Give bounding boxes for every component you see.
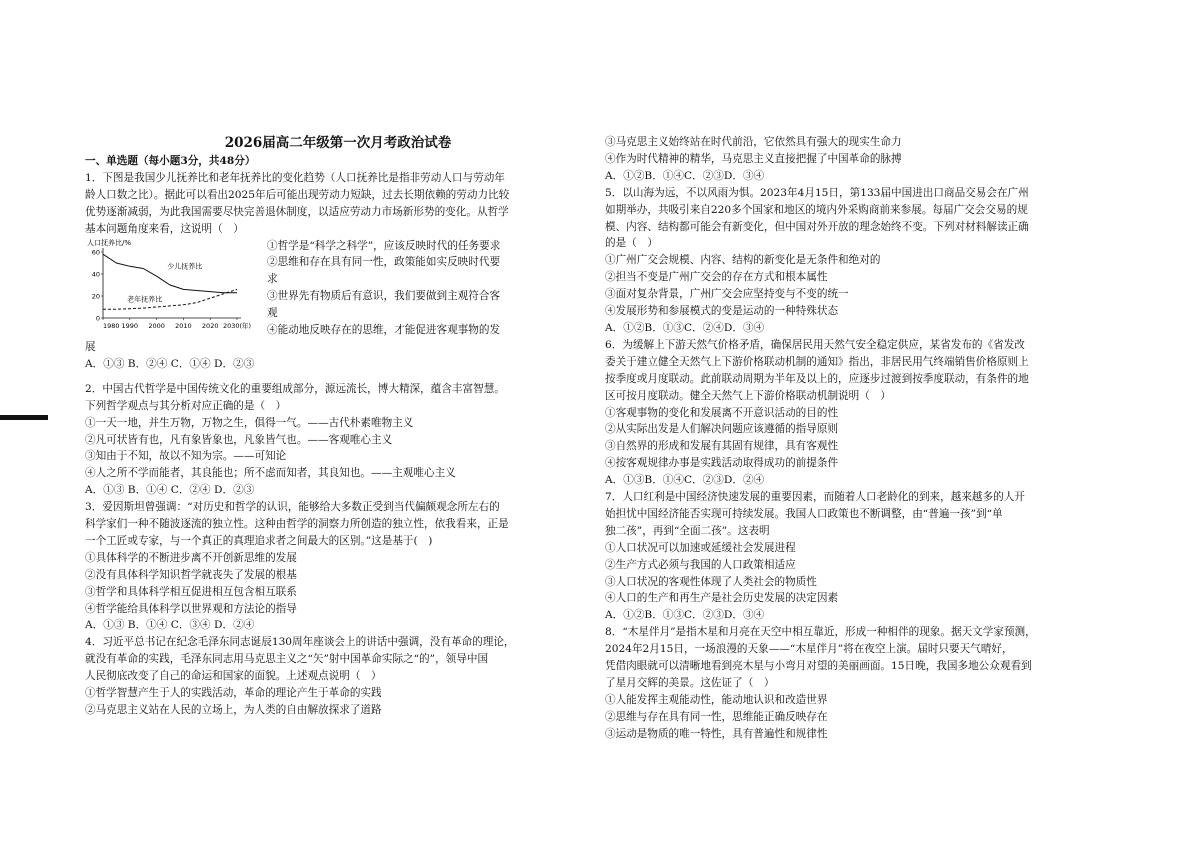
question-5: [605, 185, 1117, 337]
section-header: 一、单选题（每小题3分，共48分）: [85, 155, 256, 167]
q2-option: ③知由于不知，故以不知为宗。——可知论: [85, 450, 287, 463]
q6-option: ②从实际出发是人们解决问题应该遵循的指导原则: [605, 423, 839, 436]
q5-stem-line: 如期举办，共吸引来自220多个国家和地区的境内外采购商前来参展。每届广交会交易的规: [605, 203, 1028, 216]
q2-answers: A．①③ B．①④ C．②④ D．②③: [85, 484, 255, 497]
chart-x-tick-label: 2010: [175, 321, 192, 330]
q5-option: ②担当不变是广州广交会的存在方式和根本属性: [605, 271, 828, 284]
q7-stem-line: 始担忧中国经济能否实现可持续发展。我国人口政策也不断调整，由“普遍一孩”到“单: [605, 507, 1003, 520]
q4-option: ①哲学智慧产生于人的实践活动，革命的理论产生于革命的实践: [85, 687, 382, 700]
q3-stem-line: 科学家们一种不随波逐流的独立性。这种由哲学的洞察力所创造的独立性，依我看来，正是: [85, 518, 509, 531]
q1-options: [261, 238, 591, 339]
q1-option: 求: [267, 273, 278, 286]
q4-stem-line: 4．习近平总书记在纪念毛泽东同志诞辰130周年座谈会上的讲话中强调，没有革命的理论，: [85, 636, 515, 649]
child-dependency-line: [103, 254, 237, 293]
q7-answers: A．①②B．①③C．②③D．③④: [605, 609, 765, 622]
question-8: [605, 624, 1117, 742]
chart-ylabel: 人口抚养比/%: [87, 238, 132, 247]
question-7: [605, 489, 1117, 624]
q1-option: ④能动地反映存在的思维，才能促进客观事物的发: [267, 324, 501, 337]
question-1: [85, 170, 591, 373]
q6-stem-line: 按季度或月度联动。此前联动周期为半年及以上的，应逐步过渡到按季度联动，有条件的地: [605, 372, 1029, 385]
q8-option: ①人能发挥主观能动性，能动地认识和改造世界: [605, 693, 828, 706]
q7-option: ④人口的生产和再生产是社会历史发展的决定因素: [605, 592, 839, 605]
exam-title: 2026届高二年级第一次月考政治试卷: [224, 135, 452, 151]
q6-stem-line: 区可按月度联动。健全天然气上下游价格联动机制说明（ ）: [605, 389, 892, 402]
q5-option: ④发展形势和参展模式的变是运动的一种特殊状态: [605, 305, 839, 318]
chart-svg: [85, 238, 261, 332]
binding-marker: [0, 415, 48, 420]
chart-y-tick-label: 20: [91, 292, 100, 301]
q4-answers: A．①②B．①④C．②③D．③④: [605, 169, 765, 182]
q1-option: ②思维和存在具有同一性，政策能如实反映时代要: [267, 256, 501, 269]
q7-stem-line: 7．人口红利是中国经济快速发展的重要因素，而随着人口老龄化的到来，越来越多的人开: [605, 491, 1025, 504]
q5-stem-line: 模、内容、结构都可能会有新变化，但中国对外开放的理念始终不变。下列对材料解读正确: [605, 220, 1029, 233]
q4-option: ③马克思主义始终站在时代前沿，它依然具有强大的现实生命力: [605, 136, 902, 148]
q8-stem-line: 8．“木星伴月”是指木星和月亮在天空中相互靠近，形成一种相伴的现象。据天文学家预测，: [605, 626, 1036, 639]
q7-option: ①人口状况可以加速或延缓社会发展进程: [605, 541, 796, 554]
q3-option: ②没有具体科学知识哲学就丧失了发展的根基: [85, 568, 297, 581]
q1-answers: A．①③ B．②④ C．①④ D．②③: [85, 357, 255, 370]
q6-answers: A．①③B．①④C．②③D．②④: [605, 474, 765, 487]
q2-option: ④人之所不学而能者，其良能也；所不虑而知者，其良知也。——主观唯心主义: [85, 467, 456, 480]
q3-answers: A．①③ B．①④ C．③④ D．②④: [85, 619, 255, 632]
question-6: [605, 337, 1117, 489]
chart-y-tick-label: 60: [91, 248, 100, 257]
q4-option: ②马克思主义站在人民的立场上，为人类的自由解放探求了道路: [85, 704, 382, 716]
question-4-continued: [605, 134, 1117, 185]
q2-stem-line: 下列哲学观点与其分析对应正确的是（ ）: [85, 399, 287, 412]
q8-option: ②思维与存在具有同一性，思维能正确反映存在: [605, 710, 828, 723]
q8-stem-line: 凭借肉眼就可以清晰地看到亮木星与小弯月对望的美丽画面。15日晚，我国多地公众观看到: [605, 660, 1032, 673]
left-column: [85, 134, 591, 719]
q4-stem-line: 就没有革命的实践，毛泽东同志用马克思主义之“矢”射中国革命实际之“的”，领导中国: [85, 653, 489, 666]
q1-stem-line: 龄人口数之比）。据此可以看出2025年后可能出现劳动力短缺，过去长期依赖的劳动力比较: [85, 188, 510, 201]
q1-option: ①哲学是“科学之科学”，应该反映时代的任务要求: [267, 239, 501, 252]
q6-option: ①客观事物的变化和发展离不开意识活动的目的性: [605, 406, 839, 419]
q3-option: ①具体科学的不断进步离不开创新思维的发展: [85, 551, 297, 564]
chart-x-tick-label: 2000: [148, 321, 165, 330]
q5-stem-line: 的是（ ）: [605, 237, 658, 250]
right-column: [605, 134, 1117, 743]
q8-stem-line: 2024年2月15日，一场浪漫的天象——“木星伴月”将在夜空上演。届时只要天气晴好，: [605, 643, 1013, 656]
chart-x-tick-label: 2020: [201, 321, 219, 330]
q5-stem-line: 5．以山海为远，不以风雨为惧。2023年4月15日，第133届中国进出口商品交易会在广州: [605, 186, 1029, 199]
q7-stem-line: 独二孩”，再到“全面二孩”。这表明: [605, 524, 770, 537]
chart-x-tick-label: 2030(年): [222, 321, 252, 330]
q6-stem-line: 委关于建立健全天然气上下游价格联动机制的通知》指出，非居民用气终端销售价格原则上: [605, 355, 1029, 368]
q4-stem-line: 人民彻底改变了自己的命运和国家的面貌。上述观点说明（ ）: [85, 670, 382, 683]
question-4: [85, 634, 591, 719]
q7-option: ③人口状况的客观性体现了人类社会的物质性: [605, 575, 817, 588]
q1-figure-row: [85, 238, 591, 339]
q8-option: ③运动是物质的唯一特性，具有普遍性和规律性: [605, 727, 828, 740]
dependency-ratio-chart: [85, 238, 261, 338]
chart-x-tick-label: 1980: [103, 321, 120, 330]
q3-stem-line: 一个工匠或专家，与一个真正的真理追求者之间最大的区别。”这是基于( ): [85, 534, 433, 547]
q6-option: ③自然界的形成和发展有其固有规律，具有客观性: [605, 440, 839, 453]
q2-option: ②凡可状皆有也，凡有象皆象也，凡象皆气也。——客观唯心主义: [85, 433, 393, 446]
q7-option: ②生产方式必须与我国的人口政策相适应: [605, 558, 796, 571]
q5-answers: A．①②B．①③C．②④D．③④: [605, 321, 765, 334]
q4-option: ④作为时代精神的精华，马克思主义直接把握了中国革命的脉搏: [605, 152, 902, 165]
chart-x-tick-label: 1990: [121, 321, 139, 330]
q8-stem-line: 了星月交辉的美景。这佐证了（ ）: [605, 677, 775, 689]
q2-stem-line: 2．中国古代哲学是中国传统文化的重要组成部分，源远流长，博大精深，蕴含丰富智慧。: [85, 382, 505, 395]
q1-stem-line: 优势逐渐减弱，为此我国需要尽快完善退休制度，以适应劳动力市场新形势的变化。从哲学: [85, 205, 509, 218]
q6-stem-line: 6．为缓解上下游天然气价格矛盾，确保居民用天然气安全稳定供应，某省发布的《省发改: [605, 338, 1025, 351]
q1-stem-line: 基本问题角度来看，这说明（ ）: [85, 222, 244, 235]
chart-series-label: 老年抚养比: [127, 295, 163, 304]
q3-option: ④哲学能给具体科学以世界观和方法论的指导: [85, 602, 297, 615]
question-3: [85, 499, 591, 634]
q1-option: 观: [267, 307, 278, 320]
q5-option: ③面对复杂背景，广州广交会应坚持变与不变的统一: [605, 288, 849, 301]
q1-option: ③世界先有物质后有意识，我们要做到主观符合客: [267, 290, 501, 303]
q2-option: ①一天一地，并生万物，万物之生，俱得一气。——古代朴素唯物主义: [85, 416, 414, 429]
q1-stem-line: 1．下图是我国少儿抚养比和老年抚养比的变化趋势（人口抚养比是指非劳动人口与劳动年: [85, 171, 505, 184]
q6-option: ④按客观规律办事是实践活动取得成功的前提条件: [605, 457, 839, 470]
chart-y-tick-label: 40: [91, 270, 100, 279]
q5-option: ①广州广交会规模、内容、结构的新变化是无条件和绝对的: [605, 254, 881, 267]
q1-option-tail: 展: [85, 340, 96, 353]
q3-option: ③哲学和具体科学相互促进相互包含相互联系: [85, 585, 297, 598]
spacer: [85, 373, 591, 381]
question-2: [85, 381, 591, 499]
chart-y-tick-label: 0: [95, 314, 100, 323]
q3-stem-line: 3．爱因斯坦曾强调：“对历史和哲学的认识，能够给大多数正受到当代偏颇观念所左右的: [85, 501, 500, 514]
chart-series-label: 少儿抚养比: [167, 262, 203, 271]
